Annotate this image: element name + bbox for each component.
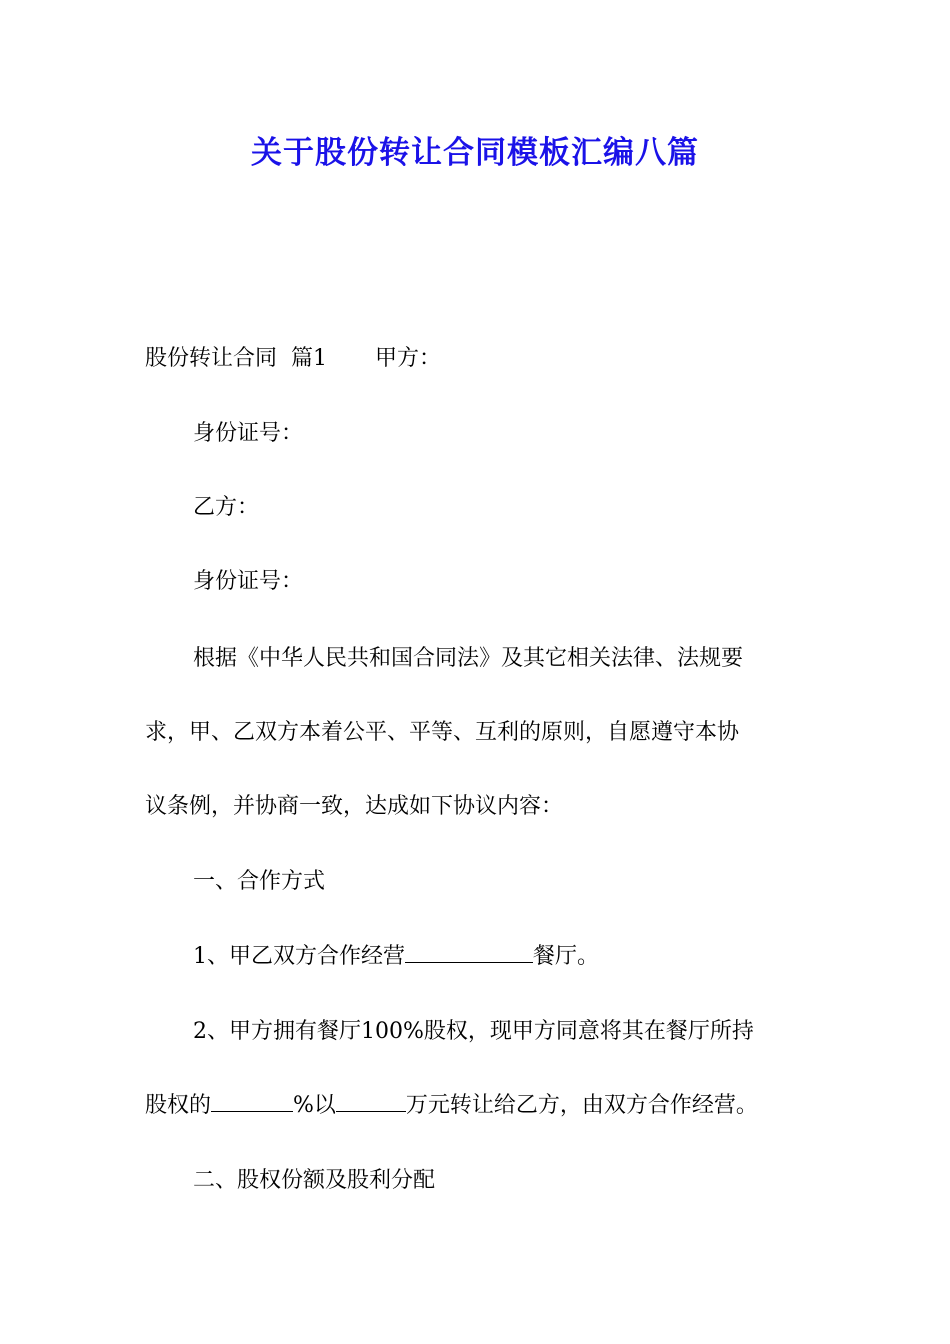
party-b-label: 乙方：: [193, 495, 260, 520]
section-2-heading: 二、股权份额及股利分配: [193, 1168, 436, 1193]
clause-1-line: [193, 937, 858, 977]
id-number-b-label: 身份证号：: [193, 569, 304, 594]
percentage-blank: [211, 1089, 293, 1112]
clause-1-prefix: 1、甲乙双方合作经营: [193, 944, 405, 969]
clause-1-suffix: 餐厅。: [533, 944, 600, 969]
clause-2-line-2: [145, 1086, 810, 1126]
section-1-heading: 一、合作方式: [193, 869, 326, 894]
id-number-a-label: 身份证号：: [193, 421, 304, 446]
intro-paragraph-line-3: 议条例，并协商一致，达成如下协议内容：: [145, 794, 564, 819]
intro-paragraph-line-1: 根据《中华人民共和国合同法》及其它相关法律、法规要: [193, 646, 744, 671]
document-title: 关于股份转让合同模板汇编八篇: [251, 135, 699, 171]
intro-paragraph-line-2: 求，甲、乙双方本着公平、平等、互利的原则，自愿遵守本协: [145, 720, 740, 745]
amount-blank: [336, 1089, 406, 1112]
section-heading-line: [145, 339, 810, 379]
clause-2-line-1: 2、甲方拥有餐厅100%股权，现甲方同意将其在餐厅所持: [193, 1019, 754, 1044]
clause-2-part-1: 股权的: [145, 1093, 212, 1118]
clause-2-part-2: %以: [293, 1093, 336, 1118]
section-heading: 股份转让合同 篇1: [145, 346, 327, 371]
party-a-label: 甲方：: [374, 346, 441, 371]
restaurant-name-blank: [405, 940, 533, 963]
clause-2-part-3: 万元转让给乙方，由双方合作经营。: [405, 1093, 758, 1118]
